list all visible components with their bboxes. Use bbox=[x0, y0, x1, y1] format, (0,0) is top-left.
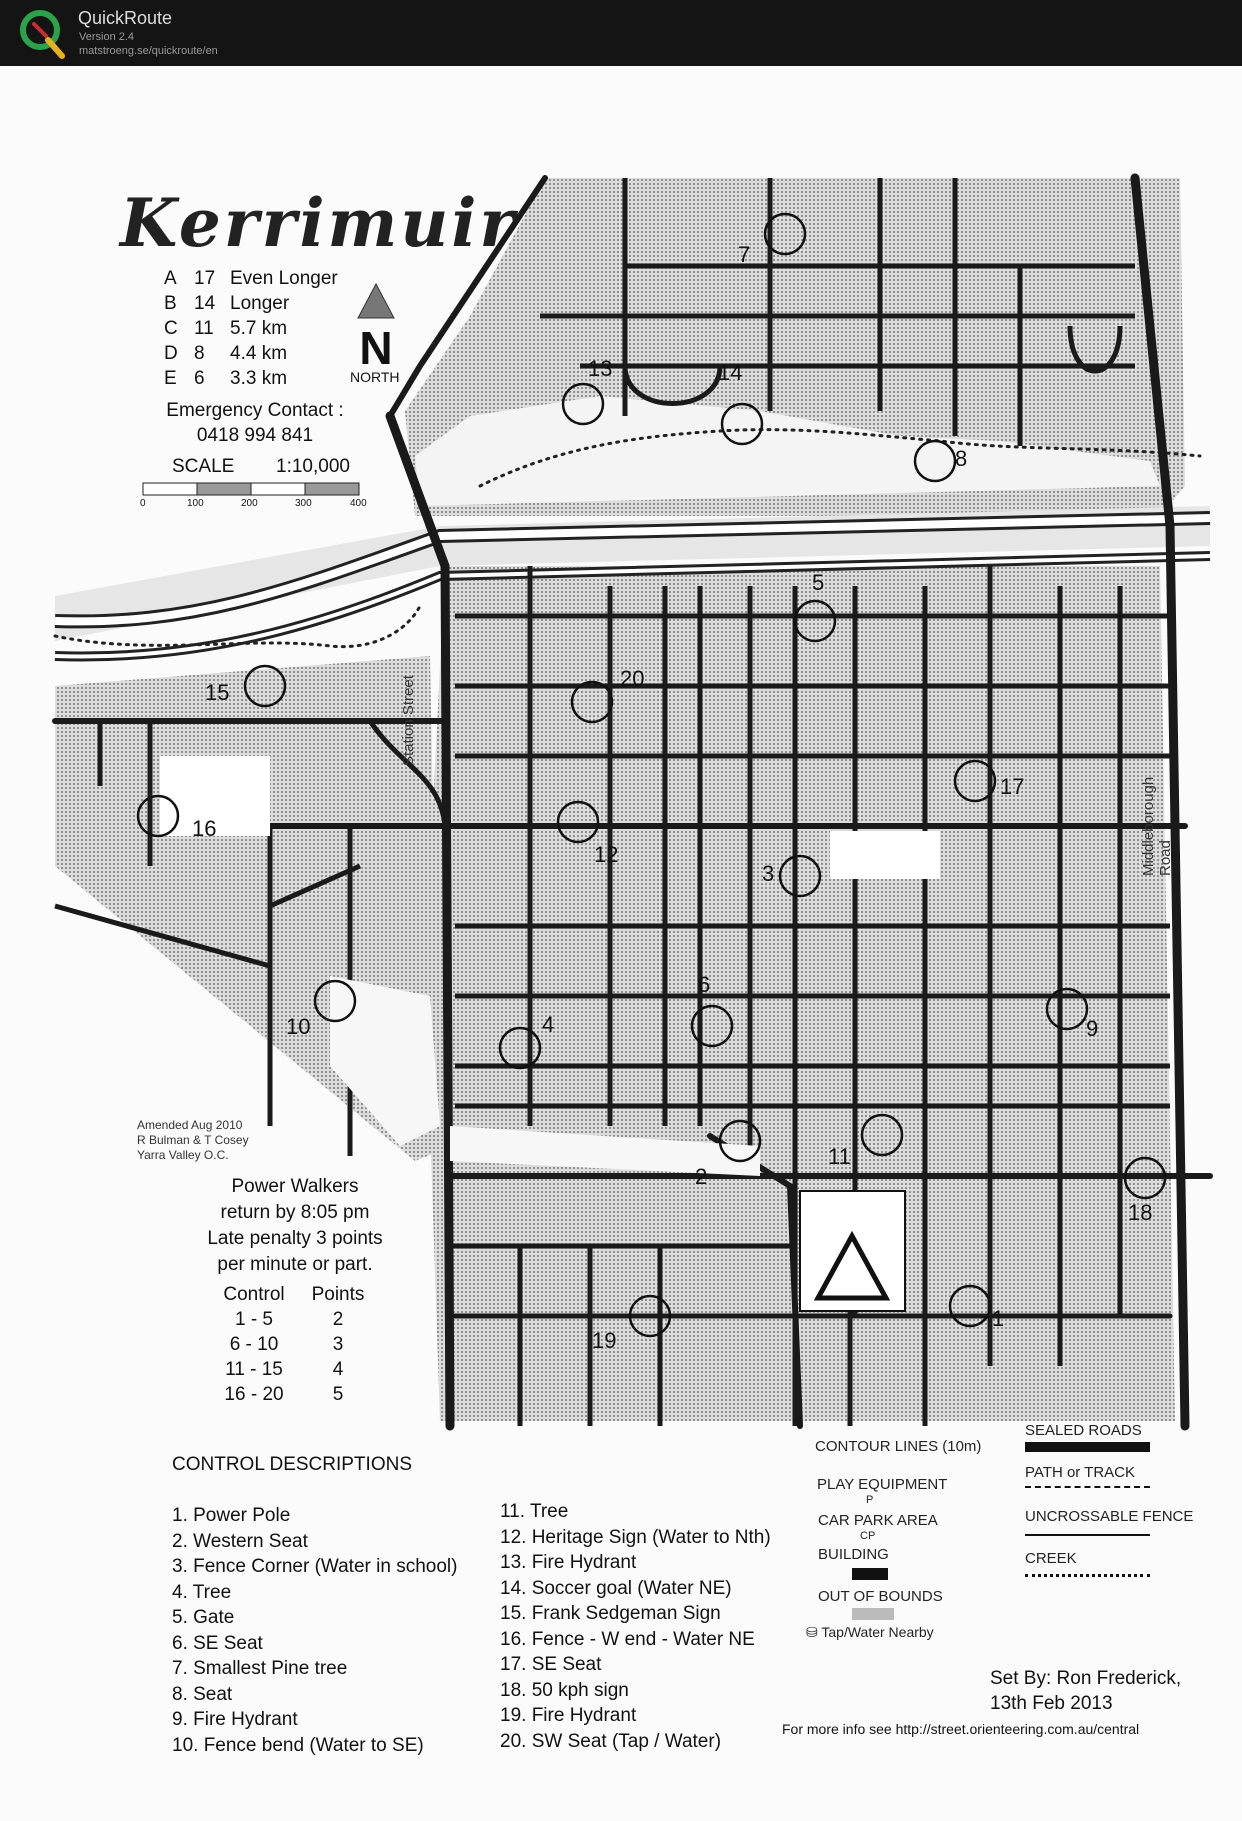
control-description: 19. Fire Hydrant bbox=[500, 1705, 637, 1726]
legend-carpark: CAR PARK AREA bbox=[818, 1512, 938, 1529]
north-letter: N bbox=[359, 322, 393, 372]
control-number: 4 bbox=[542, 1012, 555, 1037]
scale-label: SCALE bbox=[172, 456, 235, 477]
control-number: 10 bbox=[286, 1014, 311, 1039]
control-description: 10. Fence bend (Water to SE) bbox=[172, 1734, 424, 1756]
control-number: 1 bbox=[992, 1306, 1005, 1331]
scale-tick: 100 bbox=[187, 498, 204, 509]
control-number: 17 bbox=[1000, 774, 1025, 799]
north-label: NORTH bbox=[350, 369, 400, 385]
power-walkers-note: Power Walkers return by 8:05 pm Late penalty 3 points per minute or part. bbox=[207, 1176, 383, 1275]
control-number: 13 bbox=[588, 356, 613, 381]
course-row: D 8 4.4 km bbox=[164, 343, 288, 364]
control-number: 20 bbox=[620, 666, 645, 691]
control-description: 11. Tree bbox=[500, 1501, 569, 1522]
control-number: 11 bbox=[828, 1144, 851, 1169]
control-description: 13. Fire Hydrant bbox=[500, 1552, 637, 1573]
control-number: 16 bbox=[192, 816, 217, 841]
scale-tick: 300 bbox=[295, 498, 312, 509]
control-description: 2. Western Seat bbox=[172, 1530, 308, 1552]
scale-ratio: 1:10,000 bbox=[276, 456, 350, 477]
control-descriptions-title: CONTROL DESCRIPTIONS bbox=[172, 1454, 412, 1475]
control-number: 6 bbox=[698, 972, 711, 997]
control-description: 9. Fire Hydrant bbox=[172, 1709, 298, 1730]
scale-tick: 0 bbox=[140, 498, 146, 509]
control-number: 7 bbox=[738, 242, 751, 267]
control-description: 5. Gate bbox=[172, 1607, 235, 1628]
control-number: 8 bbox=[955, 446, 968, 471]
legend-tap: ⛁ Tap/Water Nearby bbox=[806, 1624, 934, 1640]
legend-creek: CREEK bbox=[1025, 1550, 1077, 1567]
control-description: 8. Seat bbox=[172, 1683, 233, 1705]
course-row: C 11 5.7 km bbox=[164, 318, 288, 339]
north-arrow-icon bbox=[354, 282, 398, 372]
app-name: QuickRoute bbox=[78, 8, 173, 28]
points-row: 11 - 15 4 bbox=[225, 1359, 344, 1380]
legend-path-swatch bbox=[1025, 1486, 1150, 1488]
scale-bar bbox=[142, 480, 374, 498]
amended-note: Amended Aug 2010 R Bulman & T Cosey Yarra Valley O.C. bbox=[137, 1118, 249, 1162]
emergency-contact bbox=[140, 398, 370, 448]
emergency-label: Emergency Contact : bbox=[166, 400, 344, 421]
course-list bbox=[164, 266, 340, 391]
emergency-number: 0418 994 841 bbox=[196, 425, 314, 446]
more-info[interactable]: For more info see http://street.orienteering.com.au/central bbox=[782, 1721, 1140, 1737]
control-number: 18 bbox=[1128, 1200, 1153, 1225]
legend-sealed: SEALED ROADS bbox=[1025, 1422, 1142, 1439]
map-title: Kerrimuir bbox=[120, 184, 518, 262]
legend-path: PATH or TRACK bbox=[1025, 1464, 1136, 1481]
scale-tick: 200 bbox=[241, 498, 258, 509]
control-description: 4. Tree bbox=[172, 1581, 232, 1603]
control-descriptions-right bbox=[500, 1499, 771, 1754]
legend-play-symbol: P bbox=[866, 1494, 874, 1506]
quickroute-logo-icon bbox=[14, 4, 70, 60]
course-row: E 6 3.3 km bbox=[164, 368, 288, 389]
control-number: 19 bbox=[592, 1328, 617, 1353]
legend-building-swatch bbox=[852, 1568, 888, 1580]
control-description: 16. Fence - W end - Water NE bbox=[500, 1628, 755, 1650]
school-grounds bbox=[830, 831, 940, 879]
control-description: 6. SE Seat bbox=[172, 1632, 263, 1654]
control-number: 12 bbox=[594, 842, 619, 867]
legend-carpark-symbol: CP bbox=[860, 1530, 876, 1542]
control-description: 14. Soccer goal (Water NE) bbox=[500, 1577, 732, 1599]
legend-building: BUILDING bbox=[818, 1546, 889, 1563]
orienteering-map[interactable] bbox=[0, 66, 1242, 1821]
control-description: 1. Power Pole bbox=[172, 1505, 291, 1526]
control-description: 18. 50 kph sign bbox=[500, 1679, 629, 1701]
app-version: Version 2.4 bbox=[79, 31, 135, 43]
tap-icon: ⛁ bbox=[806, 1624, 822, 1640]
course-row: B 14 Longer bbox=[164, 293, 290, 314]
control-number: 5 bbox=[812, 570, 825, 595]
legend-contour: CONTOUR LINES (10m) bbox=[815, 1438, 982, 1455]
control-descriptions-left bbox=[172, 1503, 457, 1758]
app-url[interactable]: matstroeng.se/quickroute/en bbox=[79, 45, 218, 57]
set-by: Set By: Ron Frederick, 13th Feb 2013 bbox=[990, 1668, 1182, 1714]
legend-play: PLAY EQUIPMENT bbox=[817, 1476, 948, 1493]
legend-creek-swatch bbox=[1025, 1574, 1150, 1577]
control-description: 20. SW Seat (Tap / Water) bbox=[500, 1730, 722, 1752]
creek-reserve-sw bbox=[330, 976, 440, 1146]
points-row: 6 - 10 3 bbox=[229, 1334, 344, 1355]
course-row: A 17 Even Longer bbox=[164, 268, 338, 289]
legend-sealed-swatch bbox=[1025, 1442, 1150, 1452]
control-description: 3. Fence Corner (Water in school) bbox=[172, 1556, 458, 1577]
legend-fence-swatch bbox=[1025, 1534, 1150, 1536]
control-description: 7. Smallest Pine tree bbox=[172, 1658, 348, 1679]
control-description: 17. SE Seat bbox=[500, 1654, 602, 1675]
legend-oob-swatch bbox=[852, 1608, 894, 1620]
station-street-label: Station Street bbox=[400, 675, 417, 766]
control-number: 2 bbox=[695, 1164, 708, 1189]
control-number: 14 bbox=[718, 360, 743, 385]
control-number: 9 bbox=[1086, 1016, 1099, 1041]
points-table bbox=[200, 1282, 368, 1407]
points-header: Control Points bbox=[223, 1284, 365, 1305]
control-number: 3 bbox=[762, 861, 775, 886]
legend-fence: UNCROSSABLE FENCE bbox=[1025, 1508, 1194, 1525]
app-title-bar bbox=[0, 0, 1242, 67]
control-description: 12. Heritage Sign (Water to Nth) bbox=[500, 1526, 771, 1548]
points-row: 16 - 20 5 bbox=[224, 1384, 344, 1405]
points-row: 1 - 5 2 bbox=[234, 1309, 344, 1330]
legend-oob: OUT OF BOUNDS bbox=[818, 1588, 943, 1605]
control-number: 15 bbox=[205, 680, 230, 705]
scale-tick: 400 bbox=[350, 498, 367, 509]
control-description: 15. Frank Sedgeman Sign bbox=[500, 1603, 721, 1624]
school-oval bbox=[800, 1191, 905, 1311]
middleborough-road-label: Middleborough Road bbox=[1140, 776, 1174, 876]
